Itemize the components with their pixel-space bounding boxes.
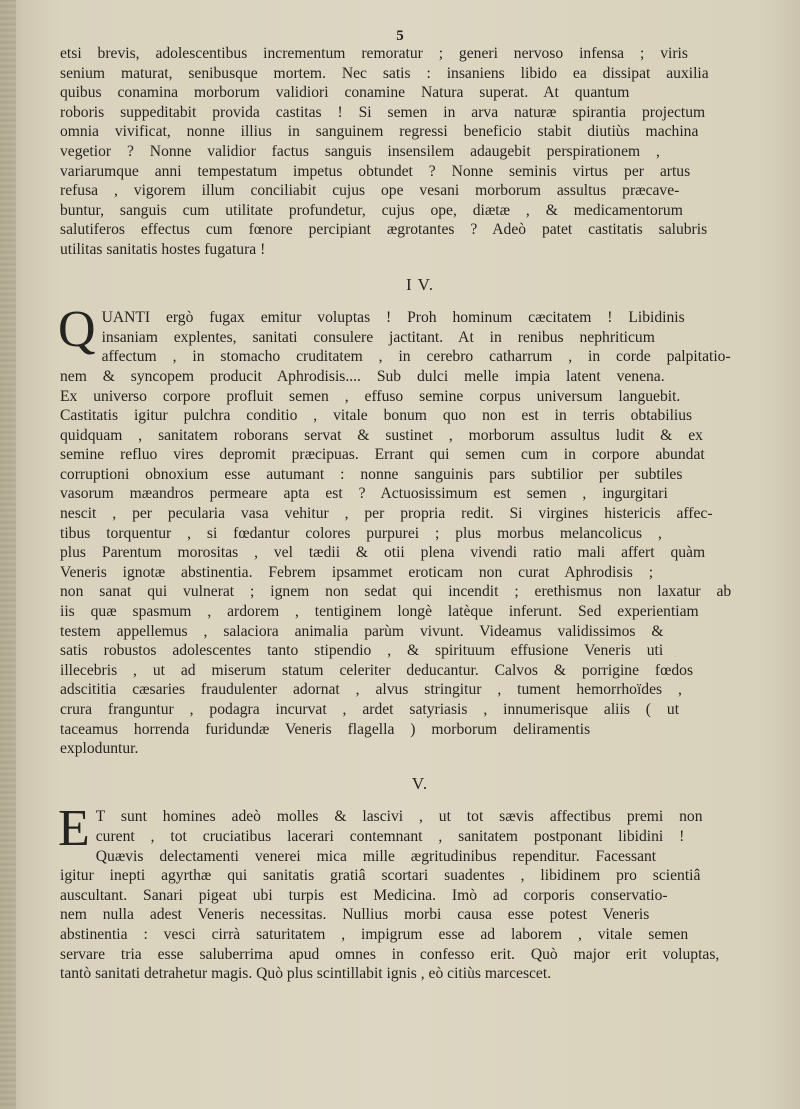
- text-line: quibus conamina morborum validiori conamine Natura superat. At quantum: [60, 84, 630, 102]
- section-heading-v: V.: [411, 773, 429, 793]
- text-line: tibus torquentur , si fœdantur colores purpurei ; plus morbus melancolicus ,: [60, 524, 662, 542]
- text-line: omnia vivificat, nonne illius in sanguinem regressi beneficio stabit diutiùs machina: [60, 123, 699, 141]
- text-line: buntur, sanguis cum utilitate profundetur, cujus ope, diætæ , & medicamentorum: [60, 201, 683, 219]
- text-line: insaniam explentes, sanitati consulere jactitant. At in renibus nephriticum: [101, 328, 655, 346]
- text-line: auscultant. Sanari pigeat ubi turpis est Medicina. Imò ad corporis conservatio-: [60, 886, 668, 904]
- drop-cap-e: E: [58, 800, 90, 858]
- page-number: 5: [396, 28, 404, 44]
- paragraph-section-3: [58, 800, 780, 983]
- text-line: variarumque anni tempestatum impetus obtundet ? Nonne seminis virtus per artus: [60, 162, 691, 180]
- text-line: salutiferos effectus cum fœnore percipiant ægrotantes ? Adeò patet castitatis salubris: [60, 221, 708, 239]
- text-line: Veneris ignotæ abstinentia. Febrem ipsammet eroticam non curat Aphrodisis ;: [60, 563, 654, 581]
- text-line: crura franguntur , podagra incurvat , ardet satyriasis , innumerisque aliis ( ut: [60, 701, 680, 718]
- text-line: servare tria esse saluberrima apud omnes in confesso erit. Quò major erit voluptas,: [60, 945, 720, 963]
- text-line: taceamus horrenda furidundæ Veneris flagella ) morborum deliramentis: [60, 720, 591, 738]
- binding-gutter: [0, 0, 16, 1109]
- text-line: nem & syncopem producit Aphrodisis.... Sub dulci melle impia latent venena.: [60, 367, 665, 385]
- text-line: curent , tot cruciatibus lacerari contemnant , sanitatem postponant libidini !: [95, 827, 685, 845]
- text-line: adscititia cæsaries fraudulenter adornat , alvus stringitur , tument hemorrhoïdes ,: [60, 681, 682, 699]
- text-line: nescit , per pecularia vasa vehitur , per propria redit. Si virgines histericis affec-: [60, 505, 713, 523]
- text-line: quidquam , sanitatem roborans servat & sustinet , morborum assultus ludit & ex: [60, 426, 703, 444]
- text-line: roboris suppeditabit provida castitas ! Si semen in arva naturæ spirantia projectum: [60, 103, 706, 121]
- paragraph-section-1: [60, 44, 780, 260]
- text-line: illecebris , ut ad miserum statum celeriter deducantur. Calvos & porrigine fœdos: [60, 661, 694, 679]
- section-heading-iv: I V.: [406, 274, 434, 294]
- text-line: iis quæ spasmum , ardorem , tentiginem longè latèque inferunt. Sed experientiam: [60, 603, 699, 621]
- text-line: testem appellemus , salaciora animalia parùm vivunt. Videamus validissimos &: [60, 622, 664, 640]
- text-line: Quævis delectamenti venerei mica mille ægritudinibus rependitur. Facessant: [95, 847, 657, 865]
- text-line: plus Parentum morositas , vel tædii & otii plena vivendi ratio mali affert quàm: [60, 544, 706, 562]
- text-line: non sanat qui vulnerat ; ignem non sedat qui incendit ; erethismus non laxatur ab: [60, 583, 732, 601]
- text-line: Castitatis igitur pulchra conditio , vitale bonum quo non est in terris obtabilius: [60, 407, 693, 425]
- text-line: tantò sanitati detrahetur magis. Quò plus scintillabit ignis , eò citiùs marcescet.: [60, 965, 552, 983]
- text-line: abstinentia : vesci cirrà saturitatem , impigrum esse ad laborem , vitale semen: [60, 925, 689, 943]
- page-content: [60, 28, 780, 984]
- text-line: UANTI ergò fugax emitur voluptas ! Proh hominum cæcitatem ! Libidinis: [101, 309, 685, 327]
- paragraph-section-2: [58, 301, 780, 759]
- text-line: T sunt homines adeò molles & lascivi , ut tot sævis affectibus premi non: [95, 808, 703, 826]
- text-line: utilitas sanitatis hostes fugatura !: [60, 240, 266, 258]
- text-line: vegetior ? Nonne validior factus sanguis insensilem adaugebit perspirationem ,: [60, 142, 660, 160]
- text-line: senium maturat, senibusque mortem. Nec satis : insaniens libido ea dissipat auxilia: [60, 64, 709, 82]
- text-line: satis robustos adolescentes tanto stipendio , & spirituum effusione Veneris uti: [60, 642, 664, 660]
- text-line: refusa , vigorem illum conciliabit cujus ope vesani morborum assultus præcave-: [60, 182, 680, 200]
- drop-cap-q: Q: [58, 301, 96, 359]
- text-line: Ex universo corpore profluit semen , effuso semine corpus universum languebit.: [60, 387, 681, 405]
- text-line: etsi brevis, adolescentibus incrementum remoratur ; generi nervoso infensa ; viris: [60, 45, 688, 62]
- text-line: igitur inepti agyrthæ qui sanitatis gratiâ scortari suadentes , libidinem pro scientiâ: [60, 867, 701, 885]
- text-line: vasorum mæandros permeare apta est ? Actuosissimum est semen , ingurgitari: [60, 485, 668, 503]
- text-line: semine refluo vires depromit præcipuas. Errant qui semen cum in corpore abundat: [60, 446, 705, 464]
- text-line: exploduntur.: [60, 740, 139, 758]
- text-line: affectum , in stomacho cruditatem , in cerebro catharrum , in corde palpitatio-: [101, 348, 731, 366]
- text-line: nem nulla adest Veneris necessitas. Nullius morbi causa esse potest Veneris: [60, 906, 650, 924]
- text-line: corruptioni obnoxium esse autumant : nonne sanguinis pars subtilior per subtiles: [60, 465, 683, 483]
